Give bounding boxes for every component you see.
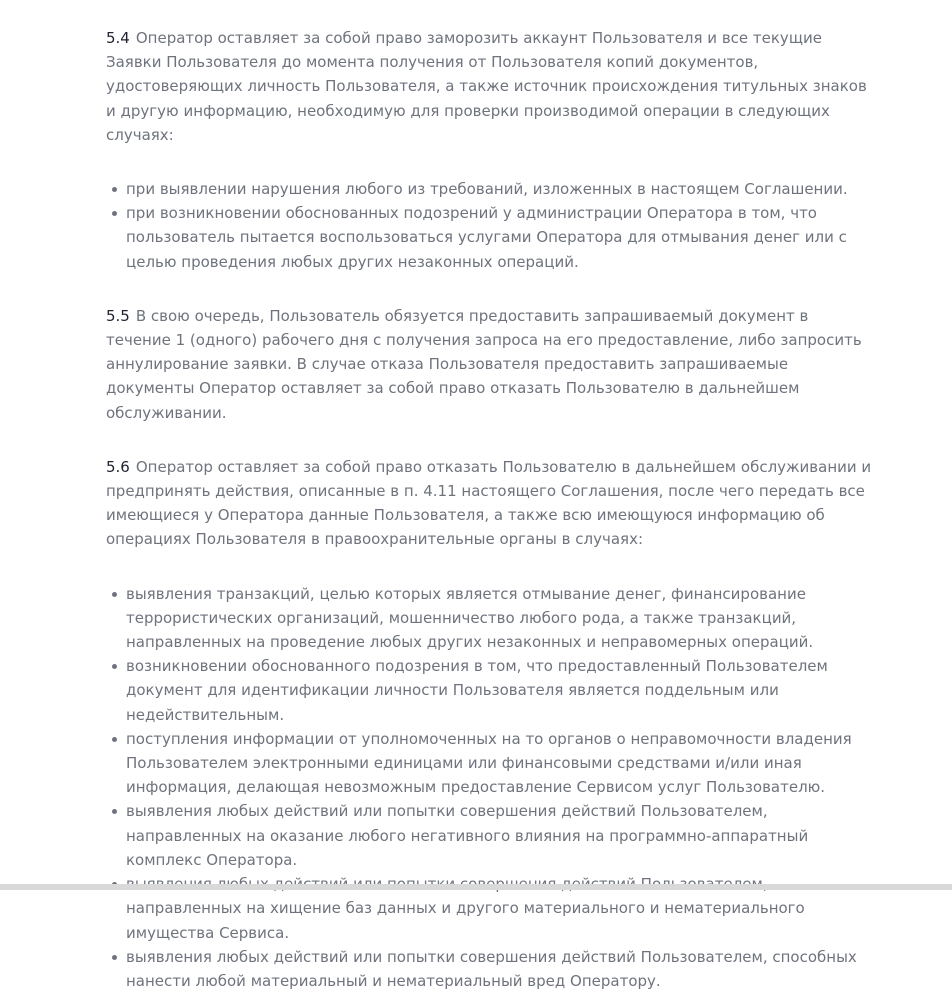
bullet-icon bbox=[112, 211, 117, 216]
section-5-5 bbox=[106, 304, 876, 425]
list-item: при возникновении обоснованных подозрений у администрации Оператора в том, что пользователь пытается воспользоваться услугами Оператора для отмывания денег или с целью проведения любых других незаконных операций. bbox=[126, 201, 876, 274]
list-item: выявления любых действий или попытки совершения действий Пользователем, способных нанести любой материальный и нематериальный вред Оператору. bbox=[126, 945, 876, 993]
bullet-icon bbox=[112, 592, 117, 597]
bullet-icon bbox=[112, 187, 117, 192]
section-number: 5.4 bbox=[106, 29, 130, 47]
section-number: 5.6 bbox=[106, 457, 130, 476]
agreement-content bbox=[106, 26, 876, 993]
section-text: Оператор оставляет за собой право заморозить аккаунт Пользователя и все текущие Заявки Пользователя до момента получения от Пользователя копий документов, удостоверяющих личность Пользователя, а также источник происхождения титульных знаков и другую информацию, необходимую для проверки производимой операции в следующих случаях: bbox=[106, 29, 867, 144]
section-5-6-list bbox=[106, 582, 876, 993]
section-5-6 bbox=[106, 455, 876, 552]
section-text: В свою очередь, Пользователь обязуется предоставить запрашиваемый документ в течение 1 (одного) рабочего дня с получения запроса на его предоставление, либо запросить аннулирование заявки. В случае отказа Пользователя предоставить запрашиваемые документы Оператор оставляет за собой право отказать Пользователю в дальнейшем обслуживании. bbox=[106, 306, 862, 422]
bullet-icon bbox=[112, 664, 117, 669]
list-item: направленных на хищение баз данных и другого материального и нематериального имущества Сервиса. bbox=[126, 872, 876, 945]
list-item: выявления любых действий или попытки совершения действий Пользователем, направленных на оказание любого негативного влияния на программно-аппаратный комплекс Оператора. bbox=[126, 799, 876, 872]
section-5-4 bbox=[106, 26, 876, 147]
section-text: Оператор оставляет за собой право отказать Пользователю в дальнейшем обслуживании и предпринять действия, описанные в п. 4.11 настоящего Соглашения, после чего передать все имеющиеся у Оператора данные Пользователя, а также всю имеющуюся информацию об операциях Пользователя в правоохранительные органы в случаях: bbox=[106, 457, 872, 549]
list-item: возникновении обоснованного подозрения в том, что предоставленный Пользователем документ для идентификации личности Пользователя является поддельным или недействительным. bbox=[126, 654, 876, 727]
list-item: поступления информации от уполномоченных на то органов о неправомочности владения Пользователем электронными единицами или финансовыми средствами и/или иная информация, делающая невозможным предоставление Сервисом услуг Пользователю. bbox=[126, 727, 876, 800]
list-item: при выявлении нарушения любого из требований, изложенных в настоящем Соглашении. bbox=[126, 177, 876, 201]
section-number: 5.5 bbox=[106, 306, 130, 325]
horizontal-scrollbar[interactable] bbox=[0, 884, 952, 890]
list-item: выявления транзакций, целью которых является отмывание денег, финансирование террористических организаций, мошенничество любого рода, а также транзакций, направленных на проведение любых других незаконных и неправомерных операций. bbox=[126, 582, 876, 655]
section-5-4-list bbox=[106, 177, 876, 274]
bullet-icon bbox=[112, 809, 117, 814]
bullet-icon bbox=[112, 955, 117, 960]
bullet-icon bbox=[112, 737, 117, 742]
